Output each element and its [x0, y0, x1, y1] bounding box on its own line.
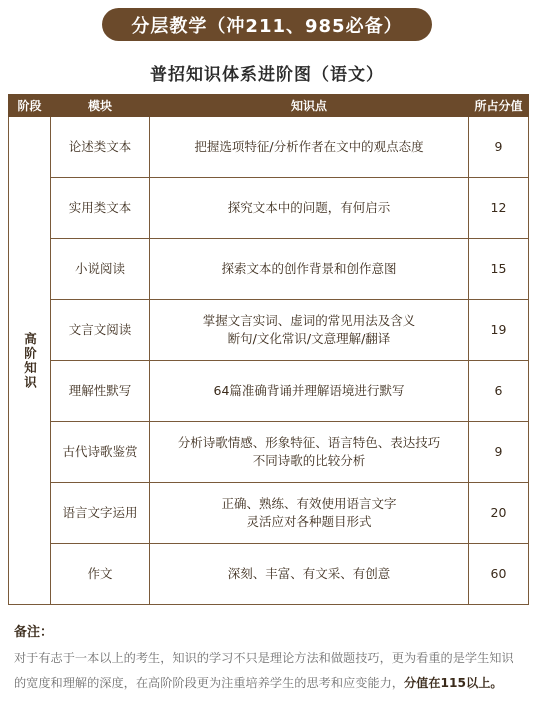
point-line: 探究文本中的问题，有何启示: [227, 200, 391, 215]
point-line: 64篇准确背诵并理解语境进行默写: [213, 383, 405, 398]
stage-cell: 高阶知识: [9, 117, 51, 605]
points-cell: [150, 117, 469, 178]
module-cell: 古代诗歌鉴赏: [51, 422, 150, 483]
module-cell: 文言文阅读: [51, 300, 150, 361]
point-line: 正确、熟练、有效使用语言文字: [221, 496, 397, 511]
header-knowledge-points: 知识点: [150, 95, 469, 117]
table-row: [9, 117, 529, 178]
point-line: 断句/文化常识/文意理解/翻译: [227, 331, 391, 346]
module-cell: 论述类文本: [51, 117, 150, 178]
score-cell: 60: [469, 544, 529, 605]
page-title: 普招知识体系进阶图（语文）: [150, 65, 384, 85]
point-line: 分析诗歌情感、形象特征、语言特色、表达技巧: [177, 435, 441, 450]
module-cell: 理解性默写: [51, 361, 150, 422]
table-row: [9, 178, 529, 239]
notes-body: [14, 646, 524, 696]
points-cell: [150, 178, 469, 239]
point-line: 深刻、丰富、有文采、有创意: [227, 566, 391, 581]
table-header-row: [9, 95, 529, 117]
module-cell: 语言文字运用: [51, 483, 150, 544]
point-line: 不同诗歌的比较分析: [252, 453, 366, 468]
point-line: 掌握文言实词、虚词的常见用法及含义: [202, 313, 416, 328]
points-cell: [150, 544, 469, 605]
point-line: 灵活应对各种题目形式: [246, 514, 372, 529]
module-cell: 实用类文本: [51, 178, 150, 239]
header-banner: 分层教学（冲211、985必备）: [102, 8, 432, 41]
notes-emphasis: 分值在115以上。: [404, 676, 503, 690]
score-cell: 19: [469, 300, 529, 361]
score-cell: 12: [469, 178, 529, 239]
header-stage: 阶段: [9, 95, 51, 117]
module-cell: 作文: [51, 544, 150, 605]
point-line: 探索文本的创作背景和创作意图: [221, 261, 397, 276]
table-row: [9, 239, 529, 300]
table-row: [9, 483, 529, 544]
score-cell: 9: [469, 422, 529, 483]
score-cell: 20: [469, 483, 529, 544]
score-cell: 9: [469, 117, 529, 178]
points-cell: [150, 239, 469, 300]
points-cell: [150, 361, 469, 422]
table-row: [9, 422, 529, 483]
point-line: 把握选项特征/分析作者在文中的观点态度: [194, 139, 424, 154]
points-cell: [150, 483, 469, 544]
notes-text: 对于有志于一本以上的考生，知识的学习不只是理论方法和做题技巧，更为看重的是学生知识的宽度和理解的深度，在高阶阶段更为注重培养学生的思考和应变能力，: [14, 651, 514, 690]
points-cell: [150, 422, 469, 483]
score-cell: 15: [469, 239, 529, 300]
module-cell: 小说阅读: [51, 239, 150, 300]
points-cell: [150, 300, 469, 361]
score-cell: 6: [469, 361, 529, 422]
header-module: 模块: [51, 95, 150, 117]
table-row: [9, 300, 529, 361]
header-score: 所占分值: [469, 95, 529, 117]
table-row: [9, 361, 529, 422]
table-row: [9, 544, 529, 605]
notes-heading: 备注：: [14, 625, 54, 640]
knowledge-table: [8, 94, 529, 605]
